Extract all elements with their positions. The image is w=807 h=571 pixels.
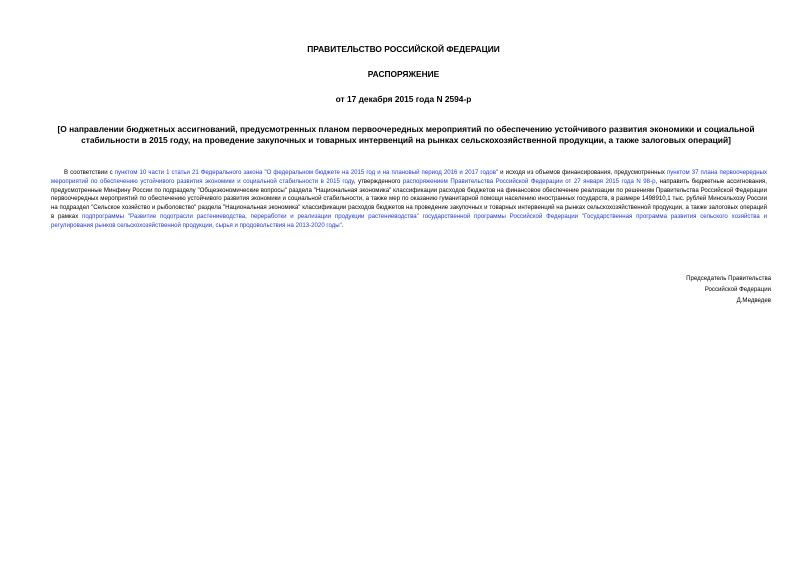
document-type-heading: РАСПОРЯЖЕНИЕ — [367, 69, 440, 79]
signature-position: Председатель Правительства — [686, 275, 771, 282]
body-text-3: , утвержденного — [353, 177, 403, 185]
signature-name: Д.Медведев — [736, 297, 771, 304]
order-reference-link[interactable]: распоряжением Правительства Российской Федерации от 27 января 2015 года N 98-р — [402, 177, 656, 185]
government-heading: ПРАВИТЕЛЬСТВО РОССИЙСКОЙ ФЕДЕРАЦИИ — [307, 44, 500, 54]
body-text-4: , направить бюджетные ассигнования, предусмотренные Минфину России по подразделу "Общеэкономические вопросы" раздела "Национальная экономика" классификации расходов бюджетов на финансовое обеспечение реализации по решениям Правительства Российской Федерации первоочередных мероприятий по обеспечению устойчивого развития экономики и социальной стабильности, а также мер по оказанию гуманитарной помощи населению иностранных государств, в размере 1498910,1 тыс. рублей Минсельхозу России на подраздел "Сельское хозяйство и рыболовство" раздела "Национальная экономика" классификации расходов бюджетов на проведение закупочных и товарных интервенций на рынках сельскохозяйственной продукции, а также залоговых операций в рамках — [51, 177, 767, 220]
body-text-1: В соответствии с — [64, 169, 115, 176]
body-paragraph — [51, 169, 767, 231]
plan-item-link[interactable]: пунктом 37 плана первоочередных мероприятий по обеспечению устойчивого развития экономики и социальной стабильности в 2015 году — [51, 169, 768, 185]
body-text-2: и исходя из объемов финансирования, предусмотренных — [498, 169, 667, 176]
law-reference-link[interactable]: пунктом 10 части 1 статьи 21 Федерального закона "О федеральном бюджете на 2015 год и на плановый период 2016 и 2017 годов" — [114, 169, 499, 176]
document-title: [О направлении бюджетных ассигнований, предусмотренных планом первоочередных мероприятий по обеспечению устойчивого развития экономики и социальной стабильности в 2015 году, на проведение закупочных и товарных интервенций на рынках сельскохозяйственной продукции, а также залоговых операций] — [57, 124, 755, 145]
subprogram-link[interactable]: подпрограммы "Развитие подотрасли растениеводства, переработки и реализации продукции растениеводства" государственной программы Российской Федерации "Государственная программа развития сельского хозяйства и регулирования рынков сельскохозяйственной продукции, сырья и продовольствия на 2013-2020 годы" — [51, 212, 768, 229]
body-text-5: . — [341, 221, 344, 229]
date-number-heading: от 17 декабря 2015 года N 2594-р — [335, 94, 472, 104]
signature-organization: Российской Федерации — [704, 286, 771, 293]
signature-block — [686, 273, 771, 306]
